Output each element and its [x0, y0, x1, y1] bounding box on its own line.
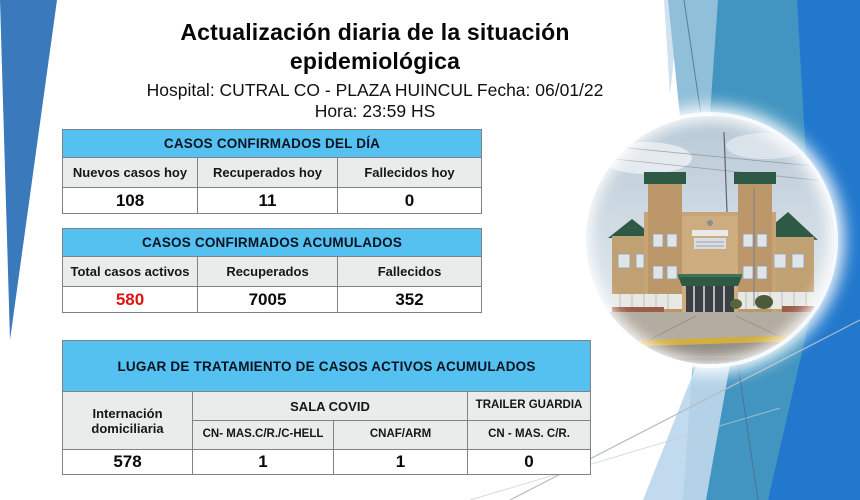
report-hour: Hora: 23:59 HS	[314, 101, 436, 122]
cumulative-value-recovered: 7005	[198, 287, 338, 313]
treatment-col-home: Internación domiciliaria	[63, 392, 193, 450]
treatment-col-trailer: TRAILER GUARDIA	[468, 392, 591, 421]
cumulative-col-deceased: Fallecidos	[338, 257, 482, 287]
daily-table-header: CASOS CONFIRMADOS DEL DÍA	[63, 130, 482, 158]
treatment-value-home: 578	[63, 450, 193, 475]
cumulative-cases-table	[62, 228, 482, 313]
daily-col-new: Nuevos casos hoy	[63, 158, 198, 188]
daily-value-new: 108	[63, 188, 198, 214]
cumulative-col-active: Total casos activos	[63, 257, 198, 287]
treatment-value-trailer: 0	[468, 450, 591, 475]
treatment-sub-sala-2: CNAF/ARM	[334, 421, 468, 450]
treatment-table-header: LUGAR DE TRATAMIENTO DE CASOS ACTIVOS ACUMULADOS	[63, 341, 591, 392]
hospital-and-date: Hospital: CUTRAL CO - PLAZA HUINCUL Fecha: 06/01/22	[146, 79, 604, 100]
hospital-photo	[586, 116, 834, 364]
slide-header	[72, 18, 678, 122]
cumulative-col-recovered: Recuperados	[198, 257, 338, 287]
treatment-sub-sala-1: CN- MAS.C/R./C-HELL	[193, 421, 334, 450]
treatment-value-sala-1: 1	[193, 450, 334, 475]
hospital-photo-art	[586, 116, 834, 364]
daily-value-recovered: 11	[198, 188, 338, 214]
cumulative-table-header: CASOS CONFIRMADOS ACUMULADOS	[63, 229, 482, 257]
cumulative-value-deceased: 352	[338, 287, 482, 313]
page-title	[72, 18, 678, 77]
daily-cases-table	[62, 129, 482, 214]
treatment-value-sala-2: 1	[334, 450, 468, 475]
title-line-2: epidemiológica	[289, 48, 461, 75]
treatment-group-sala-covid: SALA COVID	[193, 392, 468, 421]
title-line-1: Actualización diaria de la situación	[180, 19, 570, 45]
daily-col-deceased: Fallecidos hoy	[338, 158, 482, 188]
treatment-location-table	[62, 340, 591, 475]
cumulative-value-active: 580	[63, 287, 198, 313]
left-wedge-shape	[0, 0, 57, 340]
treatment-sub-trailer: CN - MAS. C/R.	[468, 421, 591, 450]
daily-value-deceased: 0	[338, 188, 482, 214]
daily-col-recovered: Recuperados hoy	[198, 158, 338, 188]
